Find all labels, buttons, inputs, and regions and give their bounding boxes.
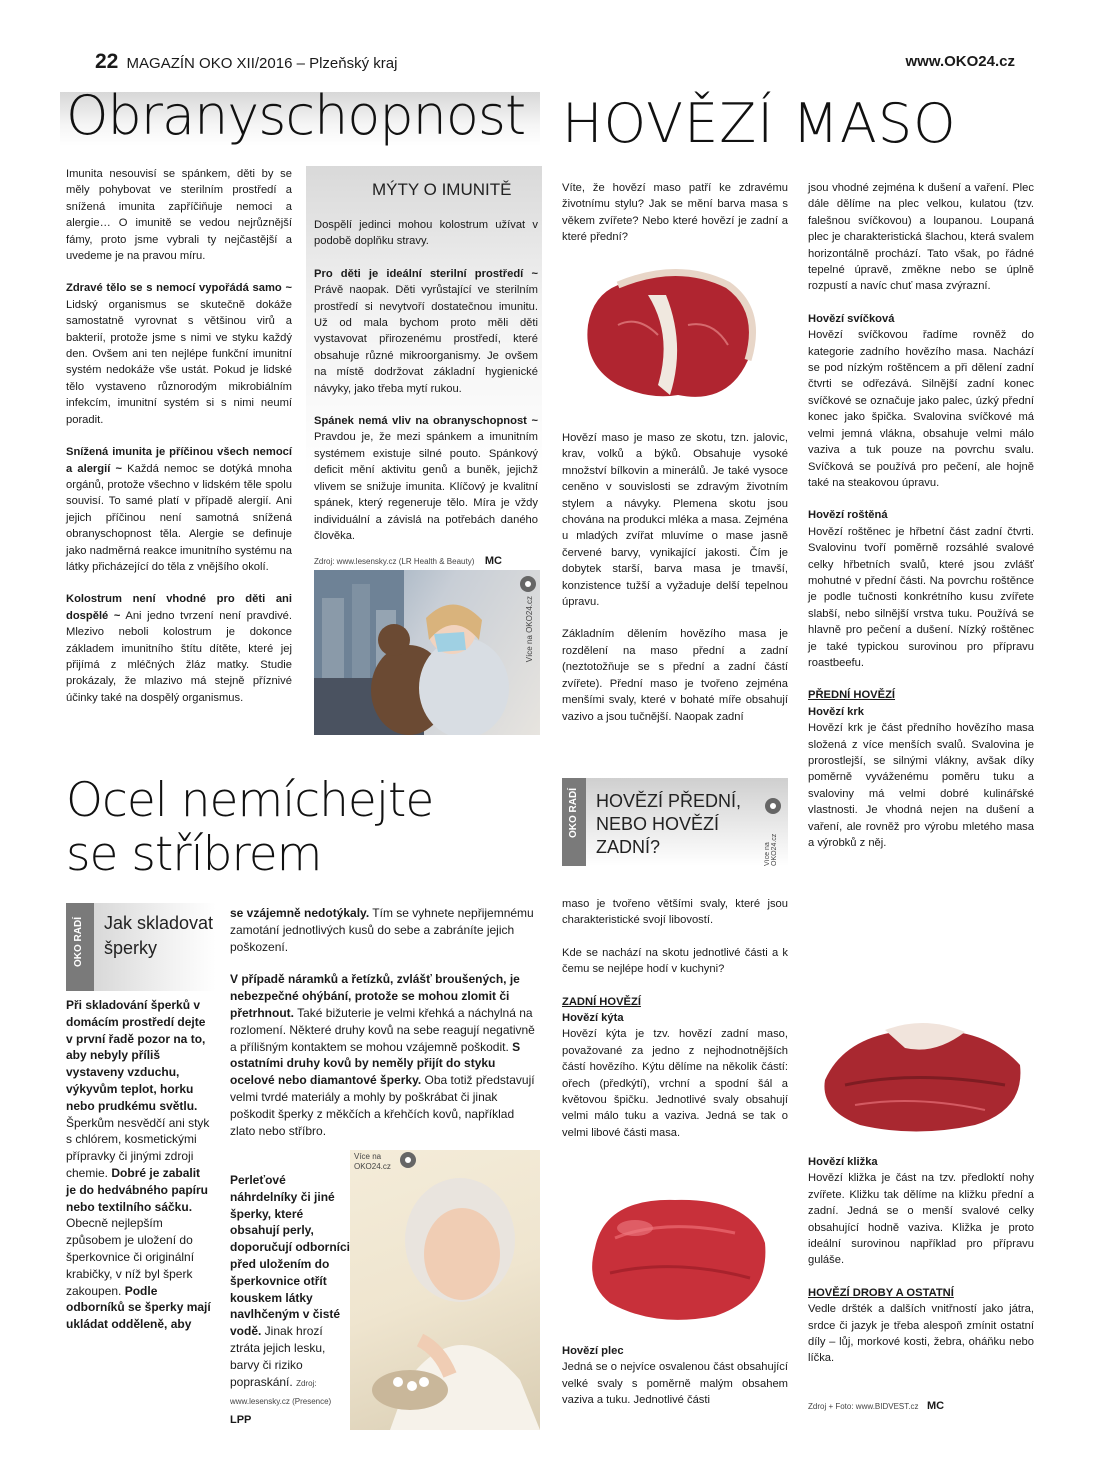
box-title: HOVĚZÍ PŘEDNÍ, NEBO HOVĚZÍ ZADNÍ? xyxy=(596,791,742,857)
ocel-box-title: Jak skladovat šperky xyxy=(104,913,214,958)
maso-title: HOVĚZÍ MASO xyxy=(562,92,957,155)
maso-col1-mid xyxy=(562,430,788,741)
page-header xyxy=(95,50,1015,74)
ocel-col1: Při skladování šperků v domácím prostředí dejte v první řadě pozor na to, aby nebyly příliš vystaveny vzduchu, výkyvům teplot, horku nebo prudkému světlu. Šperkům nesvědčí ani styk s chlórem, kosmetickými přípravky či jinými zdroji chemie. Dobré je zabalit je do hedvábného papíru nebo textilního sáčku. Obecně nejlepším způsobem je uložení do šperkovnice či originální krabičky, v níž byl šperk zakoupen. Podle odborníků se šperky mají ukládat odděleně, aby xyxy=(66,998,211,1332)
myty-source: Zdroj: www.lesensky.cz (LR Health & Beauty) MC xyxy=(314,555,502,567)
roast-beef xyxy=(575,1188,775,1328)
imunita-p3: Kolostrum není vhodné pro děti ani dospělé ~ Ani jedno tvrzení není pravdivé. Mlezivo neboli kolostrum je dokonce základem imunitního štítu dítěte, které jej přijímá z mléčných žláz matky. Studie prokázaly, že mlazivo má stejně příznivé účinky také na dospělý organismus. xyxy=(66,593,292,704)
maso-col1-low: maso je tvořeno většími svaly, které jsou charakteristické svojí libovostí. Kde se nachází na skotu jednotlivé části a k čemu se nejlépe hodí v kuchyni? ZADNÍ HOVĚZÍ Hovězí kýta Hovězí kýta je tzv. hovězí zadní maso, považované za jedno z nejhodnotnějších částí hovězího. Kýtu dělíme na několik částí: ořech (předkýtí), vrchní a spodní šál a květovou špičku. Jednotlivé svaly obsahují velmi málo tuku a vaziva. Jedná se tak o velmi libové části masa. xyxy=(562,898,788,1139)
box-oko-label: Více na OKO24.cz xyxy=(764,833,778,866)
maso-source: Zdroj + Foto: www.BIDVEST.cz MC xyxy=(808,1400,945,1412)
page-number: 22 xyxy=(95,50,119,73)
imunita-p2: Snížená imunita je příčinou všech nemocí a alergií ~ Každá nemoc se dotýká mnoha orgánů, protože všechno v lidském těle spolu souvisí. To samé platí v případě alergií. Ani jejich příčinou není samotná snížená obranyschopnost těla. Alergie se definuje jako nadměrná reakce imunitního systému na látky přicházející do těla z vnějšího okolí. xyxy=(66,446,292,573)
rostena-heading: Hovězí roštěná xyxy=(808,509,888,522)
imunita-p1: Zdravé tělo se s nemocí vypořádá samo ~ Lidský organismus se skutečně dokáže samostatně vyrovnat s většinou virů a bakterií, protože jsme s nimi ve styku každý den. Ovšem ani ten nejlépe funkční imunitní systém nedokáže vše ustát. Pokud je lidské tělo vystaveno různorodým mikrobiálním infekcím, imunitní systém si s nimi neumí poradit. xyxy=(66,282,292,426)
child-mask-photo xyxy=(314,570,540,735)
maso-intro: Víte, že hovězí maso patří ke zdravému životnímu stylu? Jak se mění barva masa s věkem zvířete? Nebo které hovězí je zadní a které přední? xyxy=(562,182,788,244)
myty-title: MÝTY O IMUNITĚ xyxy=(372,180,512,199)
droby-heading: HOVĚZÍ DROBY A OSTATNÍ xyxy=(808,1286,954,1299)
ocel-col3: Perleťové náhrdelníky či jiné šperky, které obsahují perly, doporučují odborníci před uložením do šperkovnice otřít kouskem látky navlhčeným v čisté vodě. Jinak hrozí ztráta jejich lesku, barvy či riziko popraskání. Zdroj: www.lesensky.cz (Presence) LPP xyxy=(230,1173,350,1427)
predni-zadni-box xyxy=(562,778,788,866)
imunita-col1 xyxy=(66,166,292,722)
oko-radi-label: OKO RADÍ xyxy=(73,917,84,967)
kyta-heading: Hovězí kýta xyxy=(562,1012,624,1025)
myty-text: Dospělí jedinci mohou kolostrum užívat v podobě doplňku stravy. Pro děti je ideální sterilní prostředí ~ Právě naopak. Děti vyrůstající ve sterilním prostředí si nevytvoří dostatečnou imunitu. Už od mala bychom proto měli děti vystavovat přirozenému prostředí, které obsahuje různé mikroorganismy. Je ovšem na místě dodržovat základní hygienické návyky, jako třeba mytí rukou. Spánek nemá vliv na obranyschopnost ~ Pravdou je, že mezi spánkem a imunitním systémem existuje silné pouto. Spánkový deficit mění aktivitu genů a buněk, jejichž vlivem se snižuje imunita. Klíčový je kvalitní spánek, který regeneruje tělo. Míra je vždy individuální a závislá na potřebách daného člověka. xyxy=(314,219,538,542)
svickova-heading: Hovězí svíčková xyxy=(808,312,895,325)
beef-neck xyxy=(815,1010,1030,1140)
maso-col1-top xyxy=(562,180,788,262)
oko-logo-icon xyxy=(765,798,781,814)
tbone-steak xyxy=(578,265,778,415)
woman-photo xyxy=(350,1150,540,1430)
plec-heading: Hovězí plec xyxy=(562,1345,624,1357)
plec-section: Hovězí plec Jedná se o nejvíce osvalenou část obsahující velké svaly s poměrně malým obsahem vaziva a tuku. Jednotlivé části xyxy=(562,1345,788,1407)
maso-col2-low: Hovězí kližka Hovězí kližka je část na tzv. předloktí nohy zvířete. Kližku tak dělíme na kližku přední a zadní. Jedná se o menší svalové celky obsahující hodně vaziva. Kližka je proto ideální surovinou například pro přípravu guláše. HOVĚZÍ DROBY A OSTATNÍ Vedle dršték a dalších vnitřností jako játra, srdce či jazyk je třeba alespoň zmínit ostatní díly – lůj, morkové kosti, žebra, oháňku nebo líčka. xyxy=(808,1156,1034,1365)
ocel-box xyxy=(66,903,216,991)
oko-radi-label: OKO RADÍ xyxy=(568,788,579,838)
photo-label: Více na OKO24.cz xyxy=(525,596,534,663)
imunita-title: Obranyschopnost xyxy=(66,84,526,147)
zadni-heading: ZADNÍ HOVĚZÍ xyxy=(562,995,641,1008)
photo-label-ocel: Více na OKO24.cz xyxy=(354,1152,391,1171)
child-illustration xyxy=(314,570,540,735)
woman-illustration xyxy=(350,1150,540,1430)
roast-beef-photo xyxy=(575,1188,775,1328)
oko-logo-icon xyxy=(520,576,536,592)
beef-neck-photo xyxy=(815,1010,1030,1140)
maso-col2: jsou vhodné zejména k dušení a vaření. Plec dále dělíme na plec velkou, kulatou (tzv. falešnou svíčkovou) a loupanou. Loupaná plec je charakteristická šlachou, která svalem horizontálně prochází. Tato však, po řádné tepelné úpravě, změkne nebo se úplně rozpustí a navíc chuť masa zvýrazní. Hovězí svíčková Hovězí svíčkovou řadíme rovněž do kategorie zadního hovězího masa. Nachází se pod nízkým roštěncem a při dělení zadní čtvrti se odřezává. Silnější zadní konec svíčkové se označuje jako palec, úzký přední konec jako špička. Svalovina svíčkové má velmi jemná vlákna, obsahuje velmi málo vaziva a tuk pouze na povrchu svalu. Svíčková se používá pro pečení, ale hojně také na steakovou úpravu. Hovězí roštěná Hovězí roštěnec je hřbetní část zadní čtvrti. Svalovinu tvoří poměrně rozsáhlé svalové celky hřbetních svalů, které jsou zvlášť mohutné v přední části. Na povrchu roštěnce je podle tučnosti konkrétního kusu zvířete slabší, nebo silnější vrstva tuku. Používá se hlavně pro pečení a dušení. Nízký roštěnec je také typickou surovinou pro přípravu roastbeefu. PŘEDNÍ HOVĚZÍ Hovězí krk Hovězí krk je část předního hovězího masa složená z více menších svalů. Svalovina je prorostlejší, se silnými vlákny, avšak díky poměrně vyváženému poměru tuku a svaloviny má velmi dobré kulinářské vlastnosti. Je vhodná nejen na dušení a vaření, ale rovněž pro výrobu mletého masa a výrobků z něj. xyxy=(808,182,1034,850)
maso-p2: Základním dělením hovězího masa je rozdělení na maso přední a zadní (neztotožňuje se s přední a zadní částí zvířete). Přední maso je tvořeno zejména menšími svaly, které v bohaté míře obsahují vazivo a jsou tučnější. Naopak zadní xyxy=(562,628,788,723)
magazine-issue: MAGAZÍN OKO XII/2016 – Plzeňský kraj xyxy=(126,55,398,72)
imunita-intro: Imunita nesouvisí se spánkem, děti by se měly pohybovat ve sterilním prostředí a snížená imunita zapříčiňuje nemoci a alergie… O imunitě se vedou nejrůznější fámy, proto jsme vybrali ty nejčastější a uvedeme je na pravou míru. xyxy=(66,168,292,263)
predni-heading: PŘEDNÍ HOVĚZÍ xyxy=(808,689,896,702)
krk-heading: Hovězí krk xyxy=(808,705,864,718)
tbone-steak-photo xyxy=(578,265,778,415)
oko-logo-icon xyxy=(400,1152,416,1168)
ocel-title: Ocel nemíchejte se stříbrem xyxy=(66,773,434,882)
maso-p1: Hovězí maso je maso ze skotu, tzn. jalovic, krav, volků a býků. Obsahuje vysoké množství bílkovin a minerálů. Je také vysoce ceněno v souvislosti se zdravým životním stylem a návyky. Plemena skotu jsou chována na produkci mléka a masa. Zejména u mladých zvířat mluvíme o mase jasně červené barvy, vynikající jakosti. Čím je dobytek starší, barva masa je tmavší, konzistence tužší a vyžaduje delší tepelnou úpravu. xyxy=(562,432,788,609)
ocel-col2: se vzájemně nedotýkaly. Tím se vyhnete nepřijemnému zamotání jednotlivých kusů do sebe a zabráníte jejich poškození. V případě náramků a řetízků, zvlášť broušených, je nebezpečné ohýbání, protože se mohou zlomit či přetrhnout. Také bižuterie je velmi křehká a náchylná na rozlomení. Některé druhy kovů na sebe reagují negativně a přílišným kontaktem se mohou vzájemně poškodit. S ostatními druhy kovů by neměly přijít do styku ocelové nebo diamantové šperky. Oba totiž představují velmi tvrdé materiály a mohly by poškrábat či jinak poškodit šperky z měkčích a křehčích kovů, například zlato nebo stříbro. xyxy=(230,906,535,1138)
klizka-heading: Hovězí kližka xyxy=(808,1156,878,1168)
site-url: www.OKO24.cz xyxy=(905,53,1015,70)
